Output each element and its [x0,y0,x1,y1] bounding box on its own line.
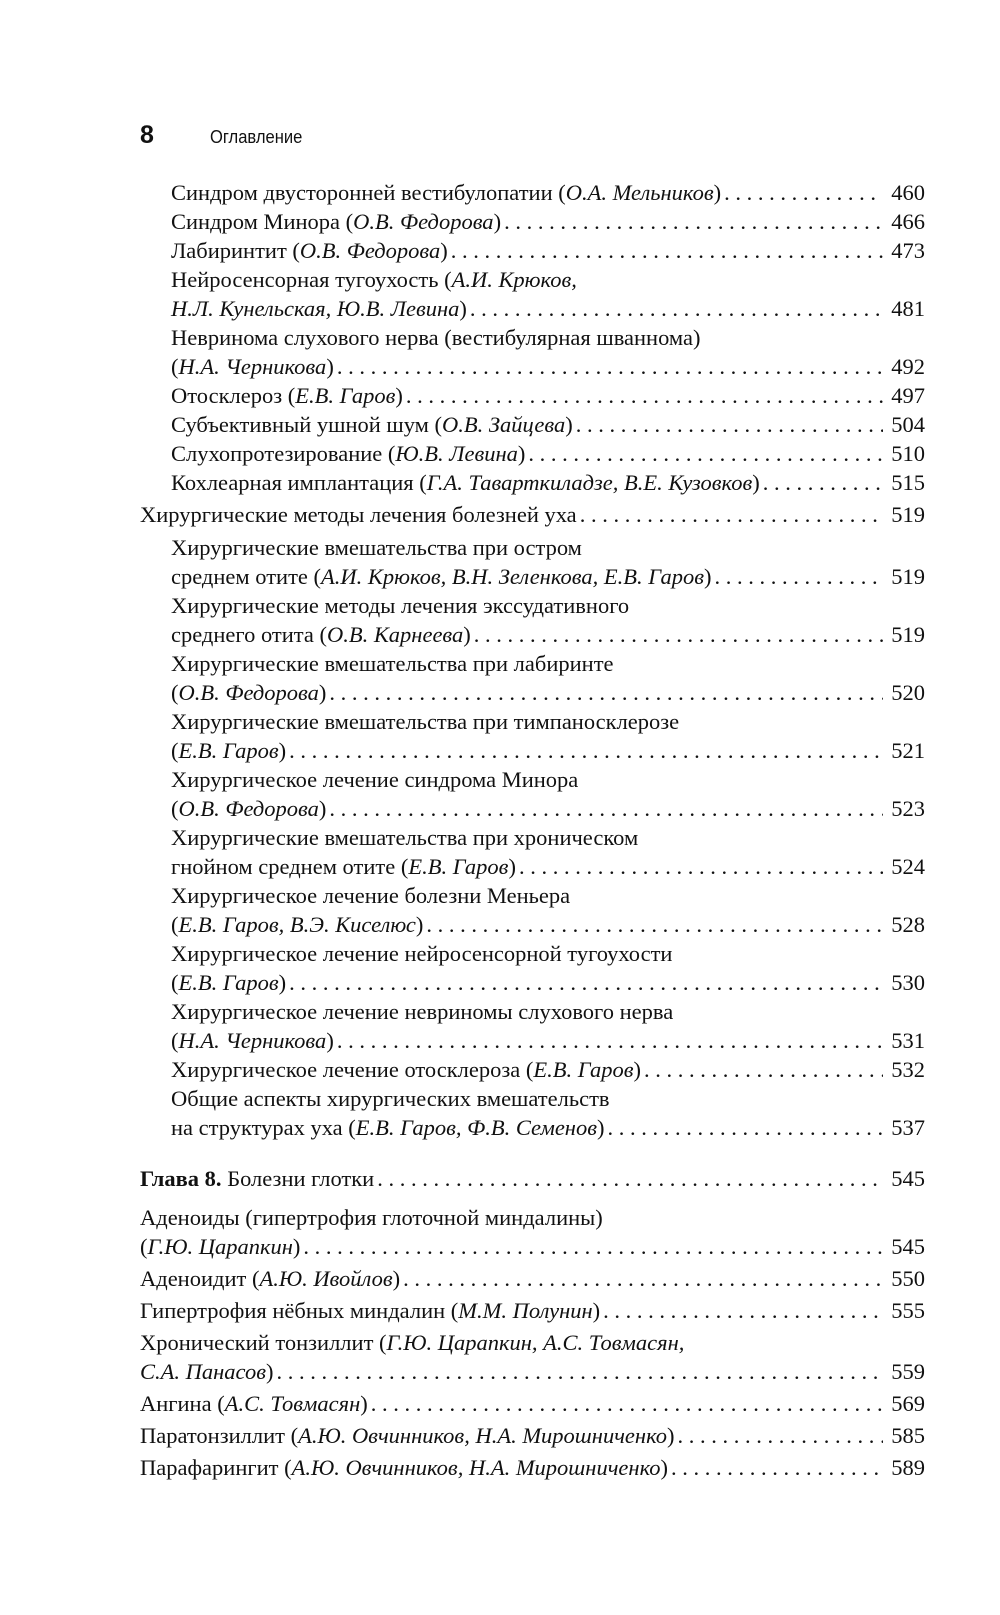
toc-entry-page: 524 [891,854,925,879]
toc-entry-authors: О.В. Карнеева [326,622,464,647]
toc-entry-first-line [171,533,925,562]
toc-entry [140,649,925,707]
toc-entry [140,207,925,236]
toc-entry-title-part: Хирургическое лечение синдрома Минора [171,767,579,792]
toc-entry-last-line [171,794,925,823]
toc-entry-authors: А.С. Товмасян [224,1391,361,1416]
toc-entry-last-line [171,236,925,265]
chapter-heading-text [140,1164,374,1193]
toc-entry [140,939,925,997]
toc-entry-last-line [171,352,925,381]
toc-entry [140,823,925,881]
toc-entry-authors: А.Ю. Овчинников, Н.А. Мирошниченко [291,1455,661,1480]
toc-entry-title-part: Хирургические вмешательства при тимпаносклерозе [171,709,680,734]
toc-entry-page: 515 [891,470,925,495]
toc-entry-last-line [171,1055,925,1084]
toc-entry-page: 519 [891,564,925,589]
toc-entry-page: 555 [891,1298,925,1323]
toc-entry [140,1203,925,1261]
toc-entry-tail: ) [493,209,502,234]
toc-entry-title: ( [171,1028,179,1053]
toc-entry-authors: О.А. Мельников [565,180,714,205]
toc-entry-page: 466 [891,209,925,234]
toc-entry-text [171,678,326,707]
toc-entry-tail: ) [713,180,722,205]
dot-leader [763,468,883,497]
toc-entry-tail: ) [415,912,424,937]
toc-entry-last-line [140,1264,925,1293]
toc-entry-last-line [171,910,925,939]
toc-entry-first-line [171,1084,925,1113]
toc-entry-title: ( [140,1234,148,1259]
toc-entry-tail: ) [660,1455,669,1480]
toc-entry-text [171,207,501,236]
toc-entry [140,500,925,529]
toc-entry [140,591,925,649]
toc-entry-authors: Н.Л. Кунельская, Ю.В. Левина [171,296,460,321]
toc-entry [140,1389,925,1418]
toc-entry-authors: Е.В. Гаров [408,854,509,879]
toc-entry-title: среднего отита ( [171,622,327,647]
toc-entry-title: Паратонзиллит ( [140,1423,299,1448]
toc-entry-authors: О.В. Федорова [178,680,319,705]
toc-entry-tail: ) [278,970,287,995]
toc-entry-title: ( [171,970,179,995]
toc-entry [140,381,925,410]
toc-entry-last-line [140,1357,925,1386]
toc-entry-authors: А.И. Крюков, В.Н. Зеленкова, Е.В. Гаров [321,564,704,589]
toc-entry [140,1264,925,1293]
toc-entry-page: 589 [891,1455,925,1480]
toc-entry-last-line [171,207,925,236]
toc-entry-last-line [140,1421,925,1450]
toc-entry-last-line [171,468,925,497]
toc-entry-last-line [171,439,925,468]
toc-entry-last-line [171,410,925,439]
toc-entry-page: 460 [891,180,925,205]
toc-entry-last-line [140,1453,925,1482]
toc-entry-title-part: Общие аспекты хирургических вмешательств [171,1086,610,1111]
toc-entry-title: на структурах уха ( [171,1115,356,1140]
dot-leader [671,1453,883,1482]
toc-entry-title-part: Хирургические вмешательства при лабиринте [171,651,614,676]
toc-entry-last-line [171,294,925,323]
toc-entry-page: 481 [891,296,925,321]
toc-entry-title-part: Хирургическое лечение нейросенсорной тугоухости [171,941,673,966]
toc-entry-authors: Г.Ю. Царапкин, А.С. Товмасян, [386,1330,685,1355]
dot-leader [644,1055,883,1084]
toc-entry-tail: ) [565,412,573,437]
toc-entry-last-line [140,1389,925,1418]
dot-leader [470,294,883,323]
toc-entry-page: 545 [891,1234,925,1259]
toc-entry-title: Отосклероз ( [171,383,296,408]
toc-entry [140,533,925,591]
toc-entry-text [171,620,471,649]
toc-entry-last-line [171,562,925,591]
toc-entry-text [171,439,525,468]
toc-entry-last-line [171,1026,925,1055]
toc-entry-tail: ) [265,1359,274,1384]
toc-entry-text [140,1421,675,1450]
toc-entry-first-line [171,707,925,736]
toc-entry-last-line [171,678,925,707]
toc-entry-title-part: Хронический тонзиллит ( [140,1330,387,1355]
toc-entry-authors: М.М. Полунин [458,1298,593,1323]
toc-entry-text [140,1389,368,1418]
toc-entry-page: 569 [891,1391,925,1416]
toc-entry-authors: С.А. Панасов [140,1359,266,1384]
toc-entry-page: 550 [891,1266,925,1291]
toc-entry-authors: Н.А. Черникова [178,354,327,379]
toc-entry-authors: Е.В. Гаров [295,383,396,408]
dot-leader [576,410,883,439]
toc-entry-page: 528 [891,912,925,937]
toc-entry-page: 532 [891,1057,925,1082]
toc-entry-title-part: Хирургические методы лечения экссудативного [171,593,630,618]
toc-entry-authors: О.В. Федорова [299,238,441,263]
toc-entry-authors: Г.Ю. Царапкин [147,1234,293,1259]
toc-entry-tail: ) [592,1298,601,1323]
toc-entry-title: ( [171,680,179,705]
toc-entry-page: 521 [891,738,925,763]
toc-entry-title: Аденоидит ( [140,1266,260,1291]
toc-entry-last-line [140,1232,925,1261]
toc-entry-title: Субъективный ушной шум ( [171,412,443,437]
toc-entry-text [171,236,448,265]
chapter-title: Болезни глотки [221,1166,375,1191]
dot-leader [715,562,884,591]
toc-entry-last-line [171,736,925,765]
toc-entry-last-line [171,852,925,881]
chapter-page: 545 [891,1166,925,1191]
toc-entry-title: гнойном среднем отите ( [171,854,409,879]
toc-entry-title: Хирургические методы лечения болезней уха [140,502,577,527]
toc-entry-title: Лабиринтит ( [171,238,300,263]
toc-entry-text [171,562,712,591]
toc-entry-last-line [140,1296,925,1325]
toc-entry [140,236,925,265]
toc-entry-tail: ) [318,680,327,705]
toc-entry [140,1453,925,1482]
toc-entry-page: 519 [891,622,925,647]
toc-entry-page: 530 [891,970,925,995]
toc-entry-authors: А.Ю. Овчинников, Н.А. Мирошниченко [298,1423,668,1448]
chapter-label: Глава 8. [140,1166,222,1191]
toc-entry-text [171,794,326,823]
toc-entry-authors: Е.В. Гаров [178,738,279,763]
dot-leader [337,1026,883,1055]
toc-entry-first-line [171,591,925,620]
toc-entry-page: 531 [891,1028,925,1053]
dot-leader [276,1357,883,1386]
toc-entry-page: 497 [891,383,925,408]
toc-entry-text [140,500,577,529]
toc-entry-last-line [171,178,925,207]
toc-entry-authors: Е.В. Гаров, Ф.В. Семенов [355,1115,597,1140]
toc-entry-text [171,1055,641,1084]
toc-entry-last-line [171,1113,925,1142]
toc-entry-authors: А.Ю. Ивойлов [259,1266,393,1291]
toc-entry-text [140,1232,300,1261]
toc-entry-tail: ) [326,354,334,379]
toc-entry-tail: ) [292,1234,301,1259]
dot-leader [608,1113,884,1142]
toc-entry-last-line [171,968,925,997]
toc-entry-authors: Н.А. Черникова [178,1028,327,1053]
toc-entry-page: 559 [891,1359,925,1384]
toc-entry [140,1084,925,1142]
toc-entry-title: ( [171,912,179,937]
dot-leader [303,1232,883,1261]
toc-entry-title-part: Нейросенсорная тугоухость ( [171,267,452,292]
running-head [140,121,310,155]
toc-entry [140,323,925,381]
toc-entry-text [171,468,760,497]
toc-entry [140,997,925,1055]
toc-entry-first-line [171,265,925,294]
toc-entry-authors: О.В. Федорова [353,209,494,234]
toc-entry [140,1328,925,1386]
toc-entry-page: 537 [891,1115,925,1140]
toc-entry-tail: ) [360,1391,368,1416]
toc-entry [140,1296,925,1325]
dot-leader [678,1421,883,1450]
toc-entry-tail: ) [440,238,448,263]
toc-entry [140,765,925,823]
dot-leader [403,1264,883,1293]
toc-entry-authors: Е.В. Гаров [178,970,279,995]
toc-entry-text [171,410,573,439]
toc-entry-first-line [140,1203,925,1232]
toc-entry-page: 523 [891,796,925,821]
toc-entry-title: Ангина ( [140,1391,225,1416]
dot-leader [504,207,883,236]
toc-entry-tail: ) [278,738,287,763]
toc-entry-title: среднем отите ( [171,564,322,589]
toc-entry-title: Синдром двусторонней вестибулопатии ( [171,180,566,205]
toc-entry-first-line [171,823,925,852]
dot-leader [580,500,883,529]
toc-entry-text [140,1264,400,1293]
toc-entry-first-line [171,323,925,352]
toc-entry-title-part: Хирургическое лечение невриномы слухового нерва [171,999,674,1024]
dot-leader [289,736,883,765]
dot-leader [724,178,883,207]
toc-entry-title: ( [171,796,179,821]
toc-entry-tail: ) [597,1115,605,1140]
dot-leader [406,381,883,410]
toc-entry-text [171,1026,334,1055]
toc-entry-page: 520 [891,680,925,705]
toc-entry-tail: ) [517,441,526,466]
toc-entry-authors: О.В. Зайцева [442,412,566,437]
dot-leader [377,1164,883,1193]
toc-entry-text [171,381,403,410]
toc-entry [140,265,925,323]
toc-entry [140,468,925,497]
toc-entry-text [171,294,467,323]
toc-entry-title-part: Аденоиды (гипертрофия глоточной миндалины) [140,1205,603,1230]
toc-entry [140,1421,925,1450]
toc-entry-page: 510 [891,441,925,466]
toc-entry-text [171,736,286,765]
toc-entry-page: 492 [891,354,925,379]
dot-leader [289,968,883,997]
toc-entry-first-line [171,765,925,794]
toc-entry-tail: ) [326,1028,334,1053]
toc-entry-text [171,852,516,881]
chapter-heading-line [140,1164,925,1193]
toc-entry-title-part: Хирургические вмешательства при хроническом [171,825,639,850]
toc-entry [140,881,925,939]
toc-entry-title-part: Хирургические вмешательства при остром [171,535,582,560]
toc-entry-first-line [171,881,925,910]
dot-leader [528,439,883,468]
toc-entry-text [171,178,721,207]
dot-leader [337,352,883,381]
toc-entry-title: Хирургическое лечение отосклероза ( [171,1057,534,1082]
toc-entry [140,410,925,439]
toc-entry-title: Парафарингит ( [140,1455,292,1480]
toc-entry-first-line [171,997,925,1026]
toc-entry-text [140,1296,600,1325]
toc-entry [140,439,925,468]
toc-entry-text [171,968,286,997]
toc-entry-authors: А.И. Крюков, [451,267,577,292]
toc-entry-tail: ) [392,1266,401,1291]
toc-entry [140,178,925,207]
toc-entry-page: 585 [891,1423,925,1448]
toc-entry-first-line [171,649,925,678]
toc-entry-authors: Е.В. Гаров [533,1057,634,1082]
toc-entry-authors: Ю.В. Левина [395,441,518,466]
toc-entry-authors: О.В. Федорова [178,796,319,821]
toc-entry-text [140,1453,668,1482]
toc-entry-authors: Г.А. Таварткиладзе, В.Е. Кузовков [426,470,753,495]
toc-entry [140,1055,925,1084]
toc-entry-tail: ) [752,470,760,495]
toc-entry-last-line [140,500,925,529]
toc-entry-last-line [171,381,925,410]
toc-entry-page: 504 [891,412,925,437]
toc-entry-title: ( [171,354,179,379]
toc-entry-title: ( [171,738,179,763]
running-title: Оглавление [209,127,303,147]
toc-entry-title: Кохлеарная имплантация ( [171,470,427,495]
toc-entry-tail: ) [459,296,467,321]
table-of-contents [140,178,925,1482]
dot-leader [329,794,883,823]
dot-leader [451,236,883,265]
toc-entry-tail: ) [395,383,403,408]
toc-entry-title-part: Невринома слухового нерва (вестибулярная шваннома) [171,325,701,350]
page-number: 8 [140,121,154,149]
toc-entry-text [140,1357,273,1386]
dot-leader [474,620,883,649]
toc-entry-last-line [171,620,925,649]
dot-leader [603,1296,883,1325]
toc-entry-tail: ) [463,622,471,647]
toc-entry-page: 519 [891,502,925,527]
toc-entry-title-part: Хирургическое лечение болезни Меньера [171,883,571,908]
toc-entry-title: Синдром Минора ( [171,209,354,234]
toc-entry-text [171,1113,605,1142]
toc-entry-title: Гипертрофия нёбных миндалин ( [140,1298,459,1323]
toc-entry-text [171,910,423,939]
toc-entry-text [171,352,334,381]
toc-entry-first-line [140,1328,925,1357]
toc-entry-first-line [171,939,925,968]
toc-entry-title: Слухопротезирование ( [171,441,396,466]
toc-entry-tail: ) [633,1057,641,1082]
toc-entry-tail: ) [318,796,327,821]
toc-entry-page: 473 [891,238,925,263]
dot-leader [519,852,883,881]
dot-leader [329,678,883,707]
toc-entry-tail: ) [508,854,516,879]
dot-leader [426,910,883,939]
toc-entry [140,707,925,765]
dot-leader [371,1389,883,1418]
toc-entry-tail: ) [704,564,712,589]
toc-entry-authors: Е.В. Гаров, В.Э. Киселюс [178,912,416,937]
toc-entry-tail: ) [667,1423,675,1448]
chapter-heading [140,1164,925,1193]
